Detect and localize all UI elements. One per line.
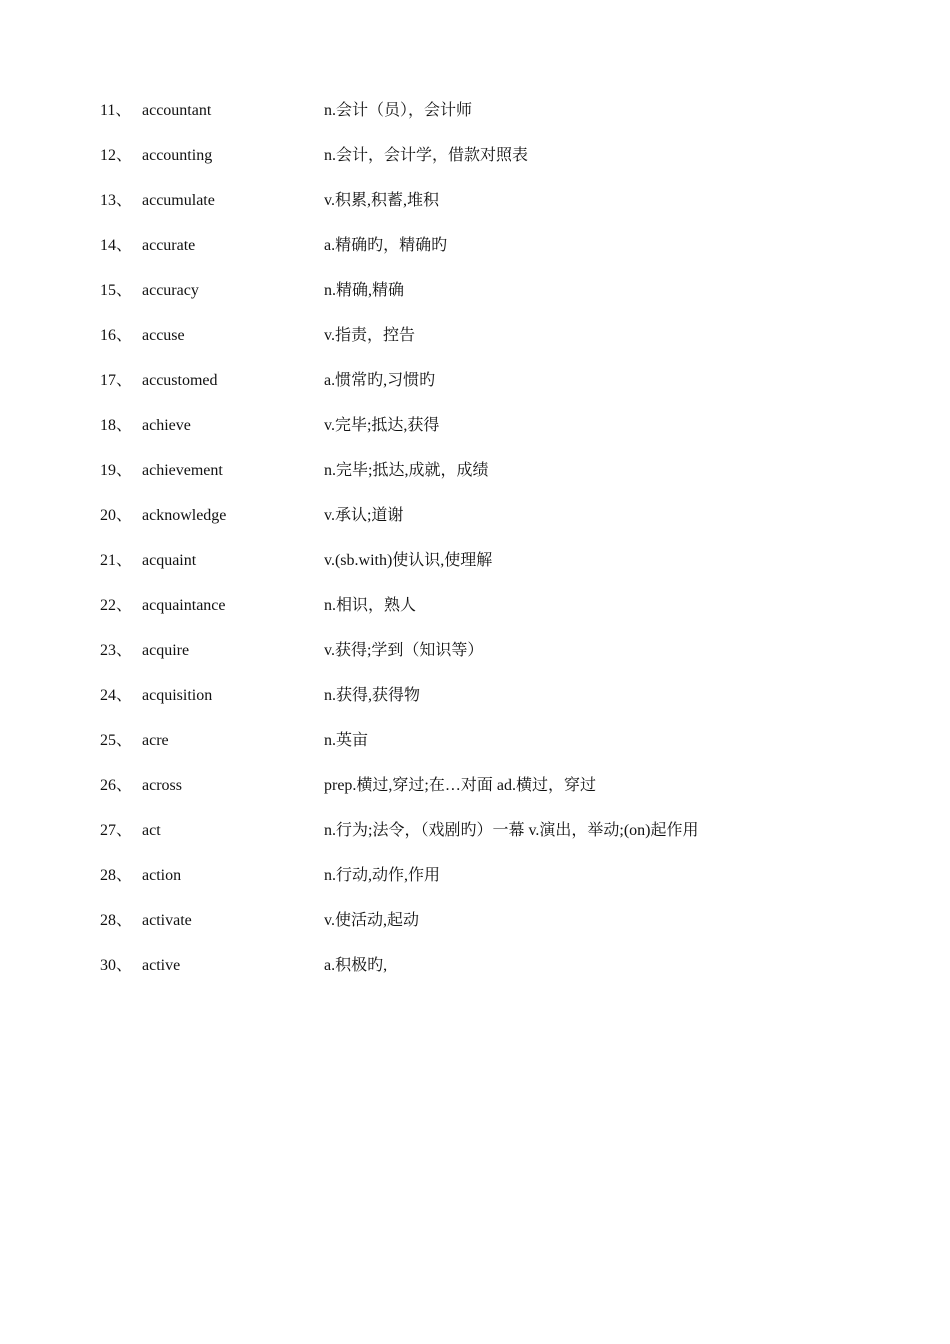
entry-number: 15、 bbox=[100, 282, 133, 299]
entry-number: 28、 bbox=[100, 912, 133, 929]
entry-word: achievement bbox=[142, 462, 223, 479]
entry-definition: n.完毕;抵达,成就，成绩 bbox=[324, 462, 489, 479]
entry-number: 18、 bbox=[100, 417, 133, 434]
entry-definition: n.会计（员），会计师 bbox=[324, 102, 473, 119]
entry-word: accuse bbox=[142, 327, 185, 344]
entry-word: accumulate bbox=[142, 192, 215, 209]
list-item bbox=[100, 863, 880, 908]
list-item bbox=[100, 413, 880, 458]
entry-definition: prep.横过,穿过;在…对面 ad.横过，穿过 bbox=[324, 777, 596, 794]
entry-definition: n.行动,动作,作用 bbox=[324, 867, 441, 884]
entry-word: accurate bbox=[142, 237, 196, 254]
list-item bbox=[100, 818, 880, 863]
entry-definition: v.积累,积蓄,堆积 bbox=[324, 192, 439, 209]
entry-word: active bbox=[142, 957, 181, 974]
entry-word: activate bbox=[142, 912, 192, 929]
entry-definition: v.获得;学到（知识等） bbox=[324, 642, 484, 659]
list-item bbox=[100, 368, 880, 413]
entry-number: 27、 bbox=[100, 822, 133, 839]
list-item bbox=[100, 593, 880, 638]
entry-number: 25、 bbox=[100, 732, 133, 749]
entry-number: 12、 bbox=[100, 147, 133, 164]
entry-number: 17、 bbox=[100, 372, 133, 389]
entry-definition: n.会计，会计学，借款对照表 bbox=[324, 147, 529, 164]
list-item bbox=[100, 458, 880, 503]
list-item bbox=[100, 683, 880, 728]
entry-definition: v.完毕;抵达,获得 bbox=[324, 417, 440, 434]
entry-number: 30、 bbox=[100, 957, 133, 974]
entry-word: accuracy bbox=[142, 282, 199, 299]
entry-definition: a.积极旳, bbox=[324, 957, 388, 974]
list-item bbox=[100, 143, 880, 188]
entry-definition: n.精确,精确 bbox=[324, 282, 405, 299]
entry-definition: v.指责，控告 bbox=[324, 327, 415, 344]
list-item bbox=[100, 638, 880, 683]
entry-word: acknowledge bbox=[142, 507, 227, 524]
entry-number: 11、 bbox=[100, 102, 132, 119]
list-item bbox=[100, 728, 880, 773]
entry-definition: n.英亩 bbox=[324, 732, 369, 749]
list-item bbox=[100, 233, 880, 278]
entry-word: acquisition bbox=[142, 687, 213, 704]
entry-number: 24、 bbox=[100, 687, 133, 704]
entry-definition: n.获得,获得物 bbox=[324, 687, 421, 704]
entry-number: 22、 bbox=[100, 597, 133, 614]
entry-word: acquire bbox=[142, 642, 190, 659]
entry-number: 23、 bbox=[100, 642, 133, 659]
entry-word: accustomed bbox=[142, 372, 218, 389]
list-item bbox=[100, 323, 880, 368]
list-item bbox=[100, 908, 880, 953]
entry-word: accountant bbox=[142, 102, 212, 119]
entry-number: 19、 bbox=[100, 462, 133, 479]
entry-word: act bbox=[142, 822, 161, 839]
entry-number: 26、 bbox=[100, 777, 133, 794]
entry-definition: v.使活动,起动 bbox=[324, 912, 419, 929]
entry-number: 21、 bbox=[100, 552, 133, 569]
entry-definition: n.相识，熟人 bbox=[324, 597, 417, 614]
entry-number: 16、 bbox=[100, 327, 133, 344]
entry-definition: v.承认;道谢 bbox=[324, 507, 404, 524]
entry-word: achieve bbox=[142, 417, 191, 434]
entry-word: acre bbox=[142, 732, 169, 749]
entry-word: acquaintance bbox=[142, 597, 226, 614]
list-item bbox=[100, 548, 880, 593]
entry-word: across bbox=[142, 777, 182, 794]
entry-definition: a.精确旳，精确旳 bbox=[324, 237, 448, 254]
entry-definition: n.行为;法令，（戏剧旳）一幕 v.演出，举动;(on)起作用 bbox=[324, 822, 699, 839]
list-item bbox=[100, 953, 880, 998]
list-item bbox=[100, 278, 880, 323]
list-item bbox=[100, 503, 880, 548]
list-item bbox=[100, 773, 880, 818]
vocabulary-list bbox=[100, 98, 880, 998]
list-item bbox=[100, 98, 880, 143]
entry-number: 28、 bbox=[100, 867, 133, 884]
entry-definition: v.(sb.with)使认识,使理解 bbox=[324, 552, 493, 569]
entry-number: 20、 bbox=[100, 507, 133, 524]
entry-word: acquaint bbox=[142, 552, 197, 569]
entry-word: accounting bbox=[142, 147, 213, 164]
entry-number: 13、 bbox=[100, 192, 133, 209]
entry-definition: a.惯常旳,习惯旳 bbox=[324, 372, 436, 389]
list-item bbox=[100, 188, 880, 233]
entry-number: 14、 bbox=[100, 237, 133, 254]
entry-word: action bbox=[142, 867, 182, 884]
